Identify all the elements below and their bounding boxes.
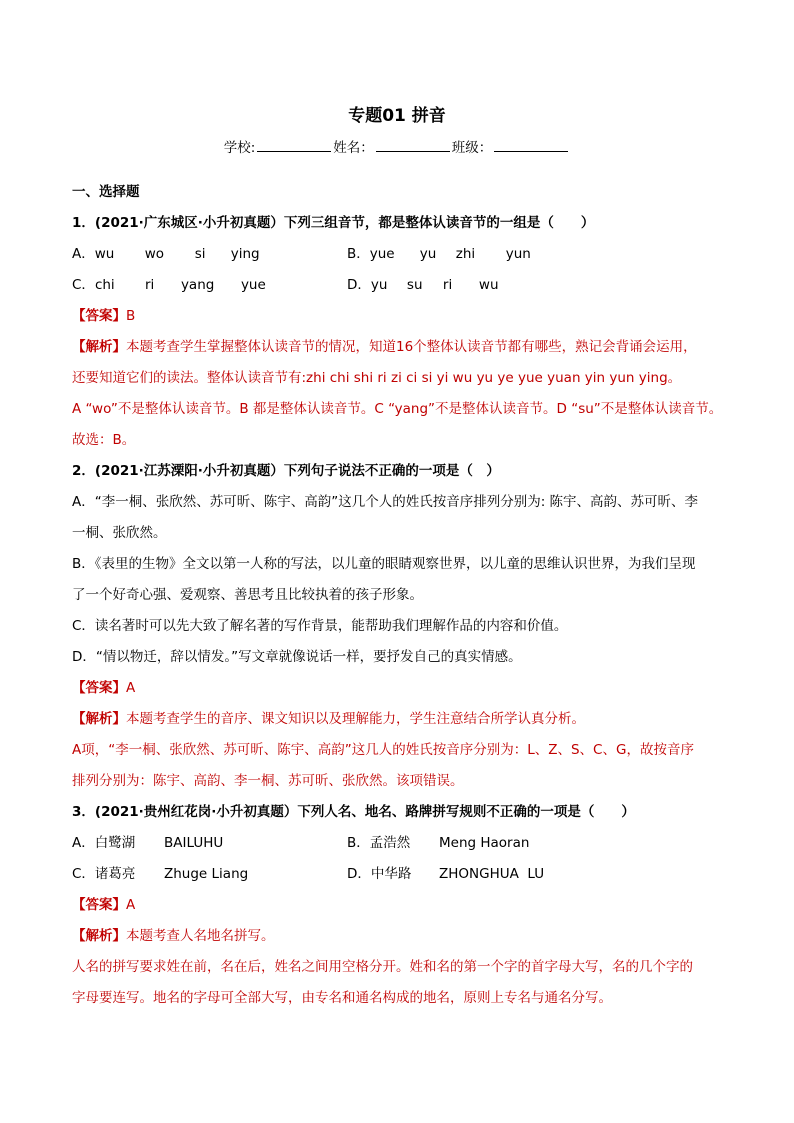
question-2-option-d: D．“情以物迁，辞以情发。”写文章就像说话一样，要抒发自己的真实情感。 <box>72 649 522 665</box>
question-1-analysis-line-2: 还要知道它们的读法。整体认读音节有:zhi chi shi ri zi ci si yi wu yu ye yue yuan yin yun ying。 <box>72 370 682 386</box>
question-2-option-c: C．读名著时可以先大致了解名著的写作背景，能帮助我们理解作品的内容和价值。 <box>72 618 568 634</box>
question-2-option-b-cont: 了一个好奇心强、爱观察、善思考且比较执着的孩子形象。 <box>72 587 423 603</box>
school-blank <box>257 136 331 152</box>
document-title: 专题01 拼音 <box>348 106 446 126</box>
question-1-analysis-line-4: 故选：B。 <box>72 432 136 448</box>
question-3-options-ab <box>72 828 732 859</box>
question-2-option-a: A．“李一桐、张欣然、苏可昕、陈宇、高韵”这几个人的姓氏按音序排列分别为: 陈宇、高韵、苏可昕、李 <box>72 494 699 510</box>
question-1-option-d: D．yu su ri wu <box>347 277 499 293</box>
question-3-analysis-line-3: 字母要连写。地名的字母可全部大写，由专名和通名构成的地名，原则上专名与通名分写。 <box>72 990 612 1006</box>
question-3-answer: 【答案】A <box>72 897 136 913</box>
question-1-analysis: 【解析】本题考查学生掌握整体认读音节的情况，知道16个整体认读音节都有哪些，熟记会背诵会运用， <box>72 339 697 355</box>
question-3-analysis: 【解析】本题考查人名地名拼写。 <box>72 928 275 944</box>
question-1-option-c: C．chi ri yang yue <box>72 277 266 293</box>
question-2-option-b: B．《表里的生物》全文以第一人称的写法，以儿童的眼睛观察世界，以儿童的思维认识世界，为我们呈现 <box>72 556 696 572</box>
name-label: 姓名： <box>333 140 374 156</box>
class-blank <box>494 136 568 152</box>
question-1-stem: 1．(2021·广东城区·小升初真题）下列三组音节，都是整体认读音节的一组是（ ） <box>72 215 595 231</box>
question-3-analysis-line-2: 人名的拼写要求姓在前，名在后，姓名之间用空格分开。姓和名的第一个字的首字母大写，名的几个字的 <box>72 959 693 975</box>
question-2-analysis-line-2: A项，“李一桐、张欣然、苏可昕、陈宇、高韵”这几人的姓氏按音序分别为：L、Z、S、C、G，故按音序 <box>72 742 694 758</box>
question-1-options-ab <box>72 239 732 270</box>
question-3-options-cd <box>72 859 732 890</box>
document-body <box>72 177 732 1014</box>
school-label: 学校: <box>223 140 256 156</box>
class-label: 班级： <box>451 140 493 156</box>
question-3-option-c: C．诸葛亮 Zhuge Liang <box>72 866 249 882</box>
question-2-stem: 2．(2021·江苏溧阳·小升初真题）下列句子说法不正确的一项是（ ） <box>72 463 500 479</box>
question-1-option-b: B．yue yu zhi yun <box>347 246 531 262</box>
question-1-option-a: A．wu wo si ying <box>72 246 260 262</box>
question-1-analysis-line-3: A “wo”不是整体认读音节。B 都是整体认读音节。C “yang”不是整体认读音节。D “su”不是整体认读音节。 <box>72 401 723 417</box>
question-2-analysis-line-3: 排列分别为：陈宇、高韵、李一桐、苏可昕、张欣然。该项错误。 <box>72 773 464 789</box>
question-1-options-cd <box>72 270 732 301</box>
question-3-option-d: D．中华路 ZHONGHUA LU <box>347 866 545 882</box>
question-2-option-a-cont: 一桐、张欣然。 <box>72 525 167 541</box>
question-1-answer: 【答案】B <box>72 308 136 324</box>
student-info-line <box>0 136 794 159</box>
question-3-option-a: A．白鹭湖 BAILUHU <box>72 835 224 851</box>
question-3-stem: 3．(2021·贵州红花岗·小升初真题）下列人名、地名、路牌拼写规则不正确的一项是（ ） <box>72 804 635 820</box>
question-3-option-b: B．孟浩然 Meng Haoran <box>347 835 530 851</box>
section-heading: 一、选择题 <box>72 184 140 200</box>
name-blank <box>376 136 450 152</box>
question-2-answer: 【答案】A <box>72 680 136 696</box>
question-2-analysis: 【解析】本题考查学生的音序、课文知识以及理解能力，学生注意结合所学认真分析。 <box>72 711 585 727</box>
